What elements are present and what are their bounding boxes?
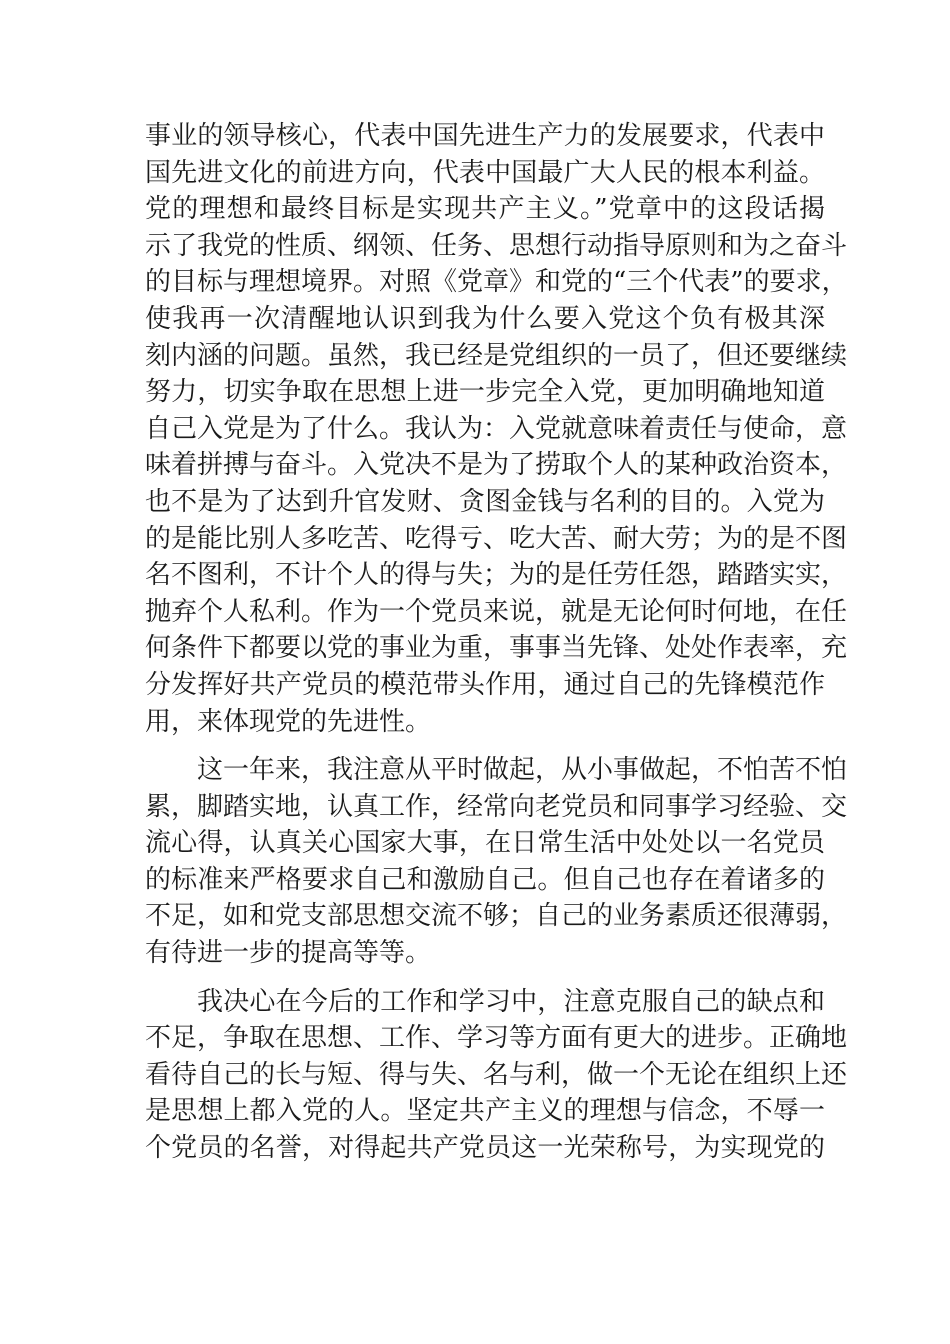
paragraph-spacing (145, 972, 825, 984)
paragraph-2 (145, 752, 848, 972)
text-line: 我决心在今后的工作和学习中，注意克服自己的缺点和 (197, 986, 825, 1017)
text-line: 流心得，认真关心国家大事，在日常生活中处处以一名党员 (145, 828, 825, 859)
document-body (145, 118, 848, 1167)
text-line: 党的理想和最终目标是实现共产主义。”党章中的这段话揭 (145, 194, 825, 225)
text-line: 有待进一步的提高等等。 (145, 938, 432, 969)
text-line: 看待自己的长与短、得与失、名与利，做一个无论在组织上还 (145, 1059, 848, 1090)
text-line: 努力，切实争取在思想上进一步完全入党，更加明确地知道 (145, 377, 825, 408)
text-line: 事业的领导核心，代表中国先进生产力的发展要求，代表中 (145, 121, 825, 151)
text-line: 刻内涵的问题。虽然，我已经是党组织的一员了，但还要继续 (145, 340, 848, 371)
text-line: 是思想上都入党的人。坚定共产主义的理想与信念，不辱一 (145, 1096, 825, 1127)
text-line: 何条件下都要以党的事业为重，事事当先锋、处处作表率，充 (145, 633, 848, 664)
text-line: 用，来体现党的先进性。 (145, 706, 432, 737)
text-line: 名不图利，不计个人的得与失；为的是任劳任怨，踏踏实实， (145, 560, 848, 591)
text-line: 个党员的名誉，对得起共产党员这一光荣称号，为实现党的 (145, 1133, 825, 1164)
text-line: 国先进文化的前进方向，代表中国最广大人民的根本利益。 (145, 157, 825, 188)
text-line: 的目标与理想境界。对照《党章》和党的“三个代表”的要求， (145, 267, 848, 298)
paragraph-3 (145, 984, 848, 1167)
text-line: 分发挥好共产党员的模范带头作用，通过自己的先锋模范作 (145, 669, 825, 700)
text-line: 累，脚踏实地，认真工作，经常向老党员和同事学习经验、交 (145, 791, 848, 822)
paragraph-spacing (145, 740, 825, 752)
text-line: 这一年来，我注意从平时做起，从小事做起，不怕苦不怕 (197, 755, 848, 786)
text-line: 示了我党的性质、纲领、任务、思想行动指导原则和为之奋斗 (145, 230, 848, 261)
text-line: 的是能比别人多吃苦、吃得亏、吃大苦、耐大劳；为的是不图 (145, 523, 848, 554)
text-line: 的标准来严格要求自己和激励自己。但自己也存在着诸多的 (145, 864, 825, 895)
paragraph-1 (145, 118, 848, 740)
text-line: 使我再一次清醒地认识到我为什么要入党这个负有极其深 (145, 303, 825, 334)
text-line: 也不是为了达到升官发财、贪图金钱与名利的目的。入党为 (145, 486, 825, 517)
text-line: 味着拼搏与奋斗。入党决不是为了捞取个人的某种政治资本， (145, 450, 848, 481)
text-line: 不足，如和党支部思想交流不够；自己的业务素质还很薄弱， (145, 901, 848, 932)
text-line: 自己入党是为了什么。我认为：入党就意味着责任与使命，意 (145, 413, 848, 444)
text-line: 抛弃个人私利。作为一个党员来说，就是无论何时何地，在任 (145, 596, 848, 627)
text-line: 不足，争取在思想、工作、学习等方面有更大的进步。正确地 (145, 1023, 848, 1054)
